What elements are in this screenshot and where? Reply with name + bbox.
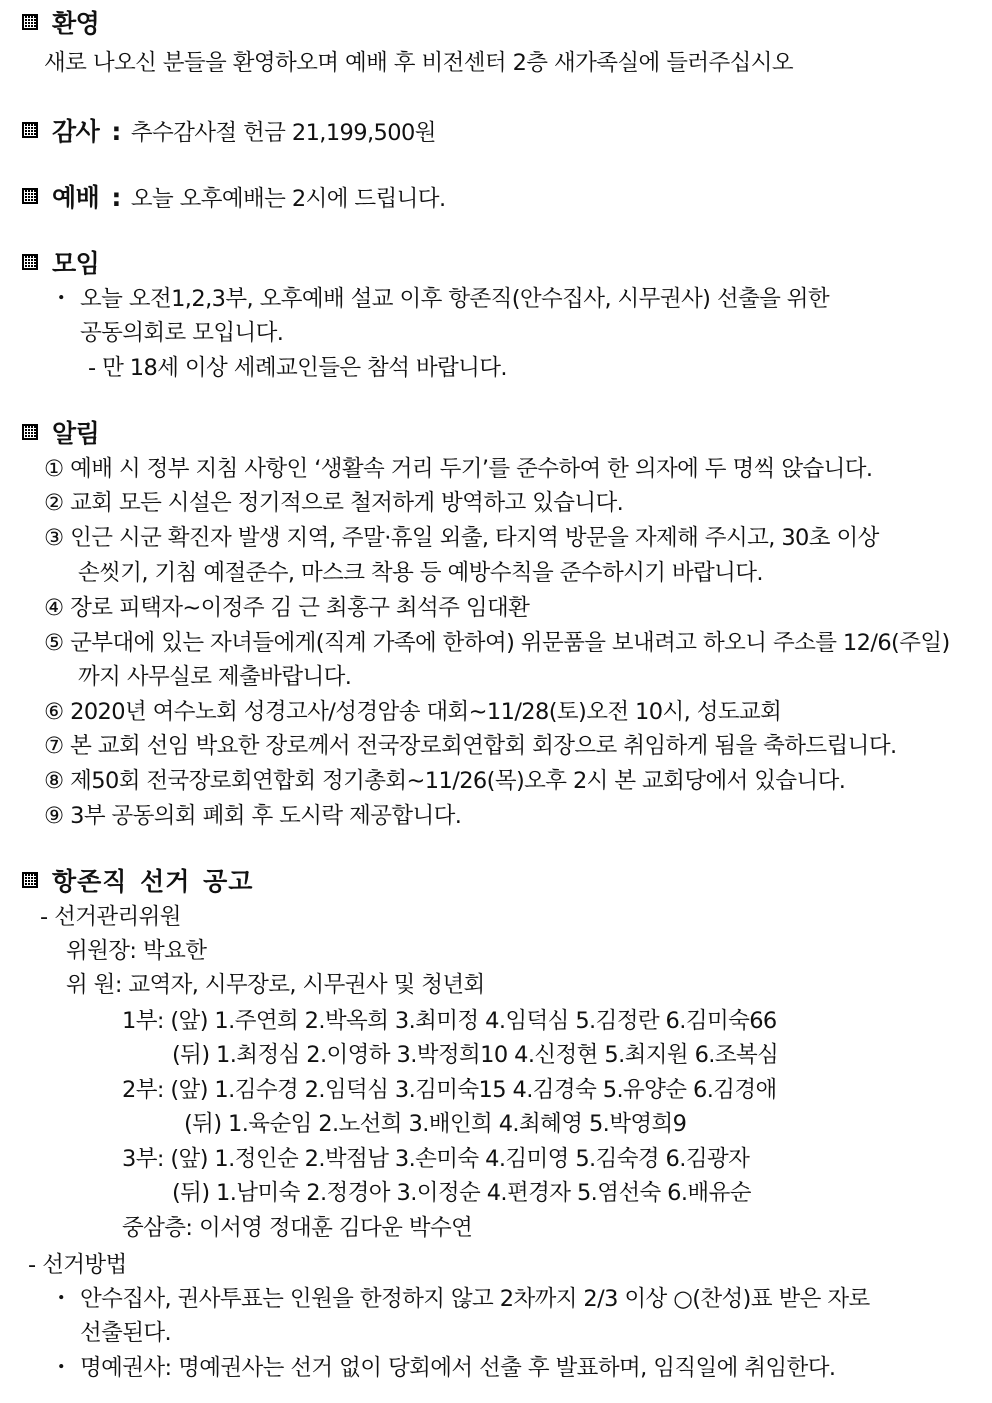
meeting-note: - 만 18세 이상 세례교인들은 참석 바랍니다. bbox=[88, 355, 507, 381]
section-square-icon bbox=[22, 254, 38, 270]
notice-item: ⑤ 군부대에 있는 자녀들에게(직계 가족에 한하여) 위문품을 보내려고 하오니 주소를 12/6(주일) bbox=[44, 630, 950, 656]
notice-item: ⑥ 2020년 여수노회 성경고사/성경암송 대회~11/28(토)오전 10시, 성도교회 bbox=[44, 699, 782, 725]
election-title: 항존직 선거 공고 bbox=[52, 867, 254, 896]
election-row: 1부: (앞) 1.주연희 2.박옥희 3.최미정 4.임덕심 5.김정란 6.김미숙66 bbox=[122, 1008, 777, 1034]
notice-item-continued: 까지 사무실로 제출바랍니다. bbox=[78, 664, 352, 690]
election-committee-label: - 선거관리위원 bbox=[40, 904, 181, 930]
section-square-icon bbox=[22, 122, 38, 138]
section-square-icon bbox=[22, 14, 38, 30]
meeting-line-1: 오늘 오전1,2,3부, 오후예배 설교 이후 항존직(안수집사, 시무권사) 선출을 위한 bbox=[80, 286, 830, 312]
election-row: 중삼층: 이서영 정대훈 김다운 박수연 bbox=[122, 1215, 473, 1241]
meeting-line-2: 공동의회로 모입니다. bbox=[80, 320, 284, 346]
notice-item: ③ 인근 시군 확진자 발생 지역, 주말·휴일 외출, 타지역 방문을 자제해 주시고, 30초 이상 bbox=[44, 525, 879, 551]
election-method-bullet: ・ bbox=[50, 1286, 72, 1312]
notice-item: ① 예배 시 정부 지침 사항인 ‘생활속 거리 두기’를 준수하여 한 의자에 두 명씩 앉습니다. bbox=[44, 456, 873, 482]
section-square-icon bbox=[22, 188, 38, 204]
election-members: 위 원: 교역자, 시무장로, 시무권사 및 청년회 bbox=[66, 972, 485, 998]
thanks-text: 추수감사절 헌금 21,199,500원 bbox=[130, 120, 436, 146]
thanks-title: 감사 bbox=[52, 117, 100, 146]
election-row: (뒤) 1.육순임 2.노선희 3.배인희 4.최혜영 5.박영희9 bbox=[184, 1111, 687, 1137]
worship-text: 오늘 오후예배는 2시에 드립니다. bbox=[130, 186, 446, 212]
notice-item: ② 교회 모든 시설은 정기적으로 철저하게 방역하고 있습니다. bbox=[44, 490, 624, 516]
election-row: 3부: (앞) 1.정인순 2.박점남 3.손미숙 4.김미영 5.김숙경 6.김광자 bbox=[122, 1146, 750, 1172]
worship-title: 예배 bbox=[52, 183, 100, 212]
notices-title: 알림 bbox=[52, 419, 100, 448]
election-method-bullet: ・ bbox=[50, 1355, 72, 1381]
notice-item-continued: 손씻기, 기침 예절준수, 마스크 착용 등 예방수칙을 준수하시기 바랍니다. bbox=[78, 560, 763, 586]
notice-item: ⑧ 제50회 전국장로회연합회 정기총회~11/26(목)오후 2시 본 교회당에서 있습니다. bbox=[44, 768, 846, 794]
election-method-1-continued: 선출된다. bbox=[80, 1320, 172, 1346]
notice-item: ⑨ 3부 공동의회 폐회 후 도시락 제공합니다. bbox=[44, 803, 462, 829]
election-chair: 위원장: 박요한 bbox=[66, 938, 207, 964]
election-row: (뒤) 1.남미숙 2.정경아 3.이정순 4.편경자 5.염선숙 6.배유순 bbox=[172, 1180, 751, 1206]
section-square-icon bbox=[22, 872, 38, 888]
welcome-body: 새로 나오신 분들을 환영하오며 예배 후 비전센터 2층 새가족실에 들러주십시오 bbox=[44, 50, 794, 76]
section-square-icon bbox=[22, 424, 38, 440]
notice-item: ⑦ 본 교회 선임 박요한 장로께서 전국장로회연합회 회장으로 취임하게 됨을 축하드립니다. bbox=[44, 733, 897, 759]
election-row: 2부: (앞) 1.김수경 2.임덕심 3.김미숙15 4.김경숙 5.유양순 6.김경애 bbox=[122, 1077, 777, 1103]
notice-item: ④ 장로 피택자~이정주 김 근 최홍구 최석주 임대환 bbox=[44, 595, 530, 621]
election-row: (뒤) 1.최정심 2.이영하 3.박정희10 4.신정현 5.최지원 6.조복심 bbox=[172, 1042, 779, 1068]
election-method-1: 안수집사, 권사투표는 인원을 한정하지 않고 2차까지 2/3 이상 ○(찬성)표 받은 자로 bbox=[80, 1286, 870, 1312]
welcome-title: 환영 bbox=[52, 9, 100, 38]
worship-colon: : bbox=[111, 183, 121, 212]
election-method-label: - 선거방법 bbox=[28, 1252, 127, 1278]
meeting-title: 모임 bbox=[52, 249, 100, 278]
election-method-2: 명예권사: 명예권사는 선거 없이 당회에서 선출 후 발표하며, 임직일에 취임한다. bbox=[80, 1355, 836, 1381]
meeting-bullet: ・ bbox=[50, 286, 72, 312]
thanks-colon: : bbox=[111, 117, 121, 146]
